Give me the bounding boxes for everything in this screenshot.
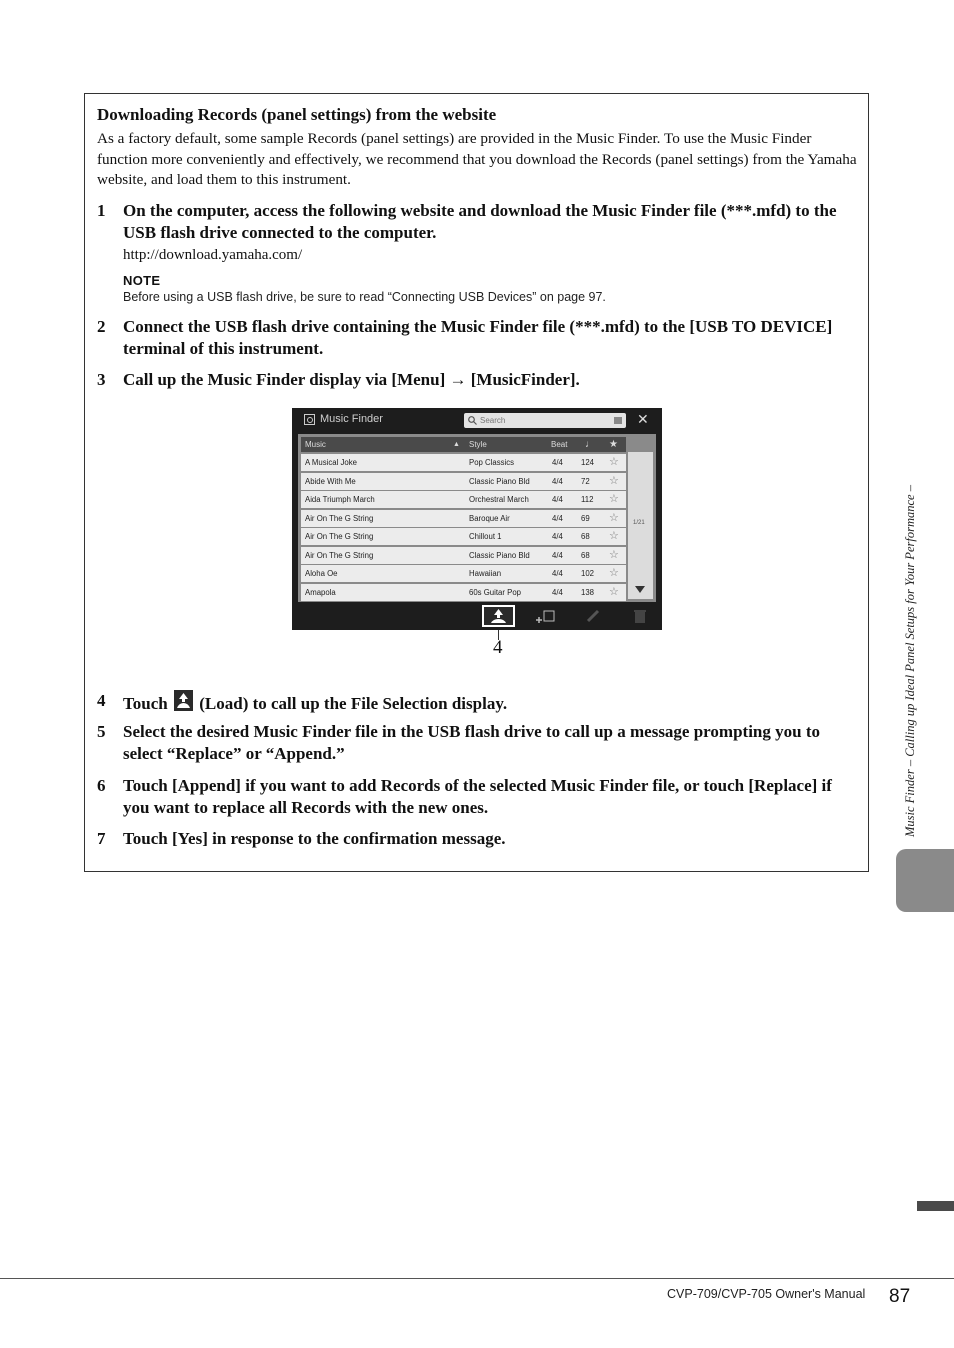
table-row[interactable] [301,528,626,545]
tempo-cell: 72 [581,476,590,486]
step-text: Select the desired Music Finder file in the USB flash drive to call up a message prompting you to select “Replace” or “Append.” [123,722,820,763]
favorite-star-icon[interactable]: ☆ [609,493,619,505]
toolbar [292,604,662,630]
beat-cell: 4/4 [552,513,563,523]
beat-cell: 4/4 [552,587,563,597]
step-number: 7 [97,829,106,848]
step-number: 1 [97,201,106,220]
load-icon [174,690,193,711]
close-icon[interactable]: ✕ [637,411,649,427]
step-number: 5 [97,722,106,741]
style-cell: Pop Classics [469,458,515,467]
step-text: On the computer, access the following website and download the Music Finder file (***.mfd) to the USB flash drive connected to the computer. [123,201,837,242]
sort-ascending-icon[interactable]: ▲ [453,441,460,448]
table-row[interactable] [301,491,626,508]
table-row[interactable] [301,510,626,527]
step-text: Call up the Music Finder display via [Menu] → [MusicFinder]. [123,370,580,389]
tempo-cell: 68 [581,550,590,560]
load-button[interactable] [482,605,515,627]
step-text: Connect the USB flash drive containing the Music Finder file (***.mfd) to the [USB TO DEVICE] terminal of this instrument. [123,317,833,358]
tempo-cell: 69 [581,513,590,523]
search-icon [468,416,477,425]
tempo-note-icon[interactable]: ♩ [585,439,595,450]
page-indicator: 1/21 [633,520,645,526]
search-input[interactable] [464,413,626,428]
tempo-cell: 102 [581,569,595,578]
info-box [84,93,869,872]
header-beat[interactable]: Beat [551,440,568,449]
box-title: Downloading Records (panel settings) from the website [97,105,497,124]
chapter-marker [917,1201,954,1211]
tempo-cell: 112 [581,495,594,504]
style-cell: Chillout 1 [469,532,502,541]
step-text: Touch [Yes] in response to the confirmation message. [123,829,506,848]
header-style[interactable]: Style [469,440,487,449]
music-finder-icon [304,414,315,425]
chapter-sidebar-title: Music Finder – Calling up Ideal Panel Setups for Your Performance – [903,485,917,837]
chapter-tab [896,849,954,912]
style-cell: Orchestral March [469,495,529,504]
music-cell: Air On The G String [305,513,374,523]
delete-icon[interactable] [633,608,647,624]
clear-search-icon[interactable] [614,417,622,424]
scrollbar[interactable] [628,452,653,599]
step-4-post: (Load) to call up the File Selection display. [199,694,508,713]
tempo-cell: 138 [581,587,595,597]
download-url: http://download.yamaha.com/ [123,247,303,263]
favorite-star-icon[interactable]: ☆ [609,530,619,542]
search-placeholder: Search [480,416,506,425]
table-row[interactable] [301,565,626,582]
music-cell: Abide With Me [305,476,356,486]
tempo-cell: 124 [581,458,595,467]
beat-cell: 4/4 [552,495,563,504]
favorite-star-icon[interactable]: ☆ [609,474,619,487]
page-number: 87 [889,1286,911,1307]
table-row[interactable] [301,584,626,601]
music-cell: Air On The G String [305,532,374,541]
style-cell: Hawaiian [469,569,502,578]
step-text [123,690,859,715]
music-cell: Amapola [305,587,336,597]
step-number: 6 [97,776,106,795]
step-number: 3 [97,370,106,389]
favorite-star-icon[interactable]: ☆ [609,548,619,561]
beat-cell: 4/4 [552,476,563,486]
header-music[interactable]: Music [305,440,326,449]
edit-icon[interactable] [586,609,600,623]
step-4-pre: Touch [123,694,168,713]
favorite-header-icon[interactable]: ★ [609,439,618,450]
tempo-cell: 68 [581,532,590,541]
style-cell: Baroque Air [469,513,510,523]
music-cell: Air On The G String [305,550,374,560]
style-cell: Classic Piano Bld [469,550,530,560]
favorite-star-icon[interactable]: ☆ [609,456,619,468]
beat-cell: 4/4 [552,569,563,578]
load-icon [484,607,513,625]
beat-cell: 4/4 [552,550,563,560]
note-label: NOTE [123,273,161,288]
step-text: Touch [Append] if you want to add Records of the selected Music Finder file, or touch [Replace] if you want to replace all Records with the new ones. [123,776,832,817]
beat-cell: 4/4 [552,532,563,541]
note-text: Before using a USB flash drive, be sure to read “Connecting USB Devices” on page 97. [123,290,606,304]
table-row[interactable] [301,454,626,471]
footer-divider [0,1278,954,1279]
scroll-down-icon[interactable] [635,586,645,594]
music-finder-screenshot [292,408,662,630]
beat-cell: 4/4 [552,458,563,467]
favorite-star-icon[interactable]: ☆ [609,511,619,524]
step-number: 4 [97,691,106,710]
intro-paragraph: As a factory default, some sample Records (panel settings) are provided in the Music Finder. To use the Music Finder function more conveniently and effectively, we recommend that you download the Records (panel settings) from the Yamaha website, and load them to this instrument. [97,130,857,188]
music-cell: Aloha Oe [305,569,338,578]
music-cell: A Musical Joke [305,458,358,467]
style-cell: 60s Guitar Pop [469,587,522,597]
table-header [301,437,626,452]
screen-title: Music Finder [320,413,383,425]
step-number: 2 [97,317,106,336]
table-row[interactable] [301,547,626,564]
style-cell: Classic Piano Bld [469,476,530,486]
music-cell: Aida Triumph March [305,495,375,504]
table-row[interactable] [301,473,626,490]
favorite-star-icon[interactable]: ☆ [609,567,619,579]
callout-number: 4 [493,637,503,658]
favorite-star-icon[interactable]: ☆ [609,585,619,598]
add-record-icon[interactable] [535,609,557,625]
music-list [298,434,656,602]
manual-name: CVP-709/CVP-705 Owner's Manual [667,1287,866,1301]
